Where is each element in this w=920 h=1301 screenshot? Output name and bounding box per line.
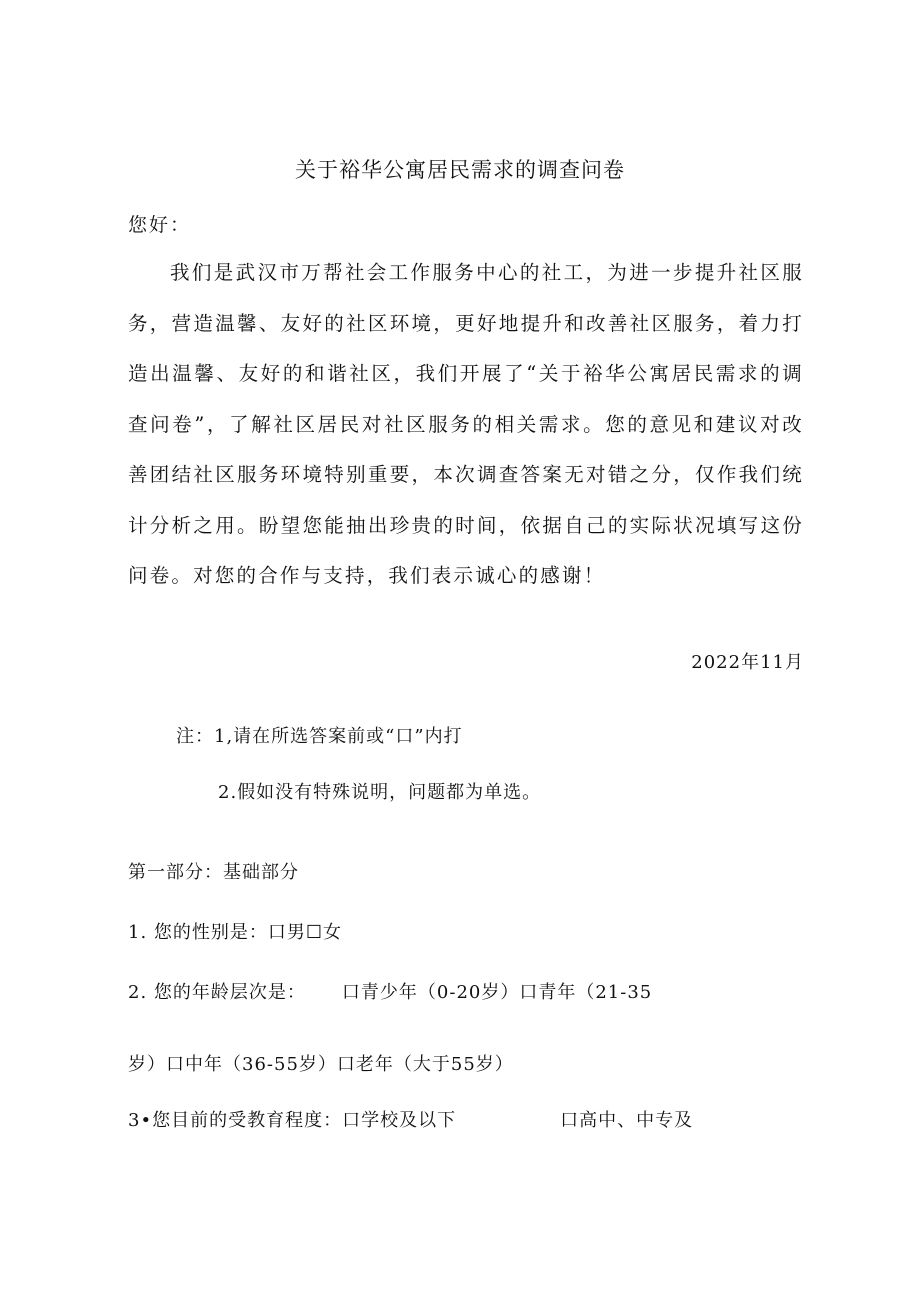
document-date: 2022年11月 xyxy=(691,652,804,673)
greeting: 您好： xyxy=(128,214,192,236)
document-title: 关于裕华公寓居民需求的调查问卷 xyxy=(295,158,625,182)
question-age-prompt: 2. 您的年龄层次是： xyxy=(128,982,306,1003)
question-education xyxy=(128,1106,693,1132)
question-gender: 1. 您的性别是：口男☐女 xyxy=(128,922,343,943)
section-heading: 第一部分：基础部分 xyxy=(128,862,299,883)
question-age xyxy=(128,978,652,1004)
note-2: 2.假如没有特殊说明，问题都为单选。 xyxy=(218,782,542,803)
question-age-options: 口青少年（0-20岁）口青年（21-35 xyxy=(341,982,653,1003)
intro-paragraph: 我们是武汉市万帮社会工作服务中心的社工，为进一步提升社区服务，营造温馨、友好的社区环境，更好地提升和改善社区服务，着力打造出温馨、友好的和谐社区，我们开展了“关于裕华公寓居民需求的调查问卷”，了解社区居民对社区服务的相关需求。您的意见和建议对改善团结社区服务环境特别重要，本次调查答案无对错之分，仅作我们统计分析之用。盼望您能抽出珍贵的时间，依据自己的实际状况填写这份问卷。对您的合作与支持，我们表示诚心的感谢！ xyxy=(128,261,804,587)
note-1: 注：1,请在所选答案前或“口”内打 xyxy=(176,726,463,747)
question-education-option: 口高中、中专及 xyxy=(560,1110,694,1131)
question-education-prompt: 3•您目前的受教育程度：口学校及以下 xyxy=(128,1110,457,1131)
question-age-continued: 岁）口中年（36-55岁）口老年（大于55岁） xyxy=(128,1054,514,1075)
